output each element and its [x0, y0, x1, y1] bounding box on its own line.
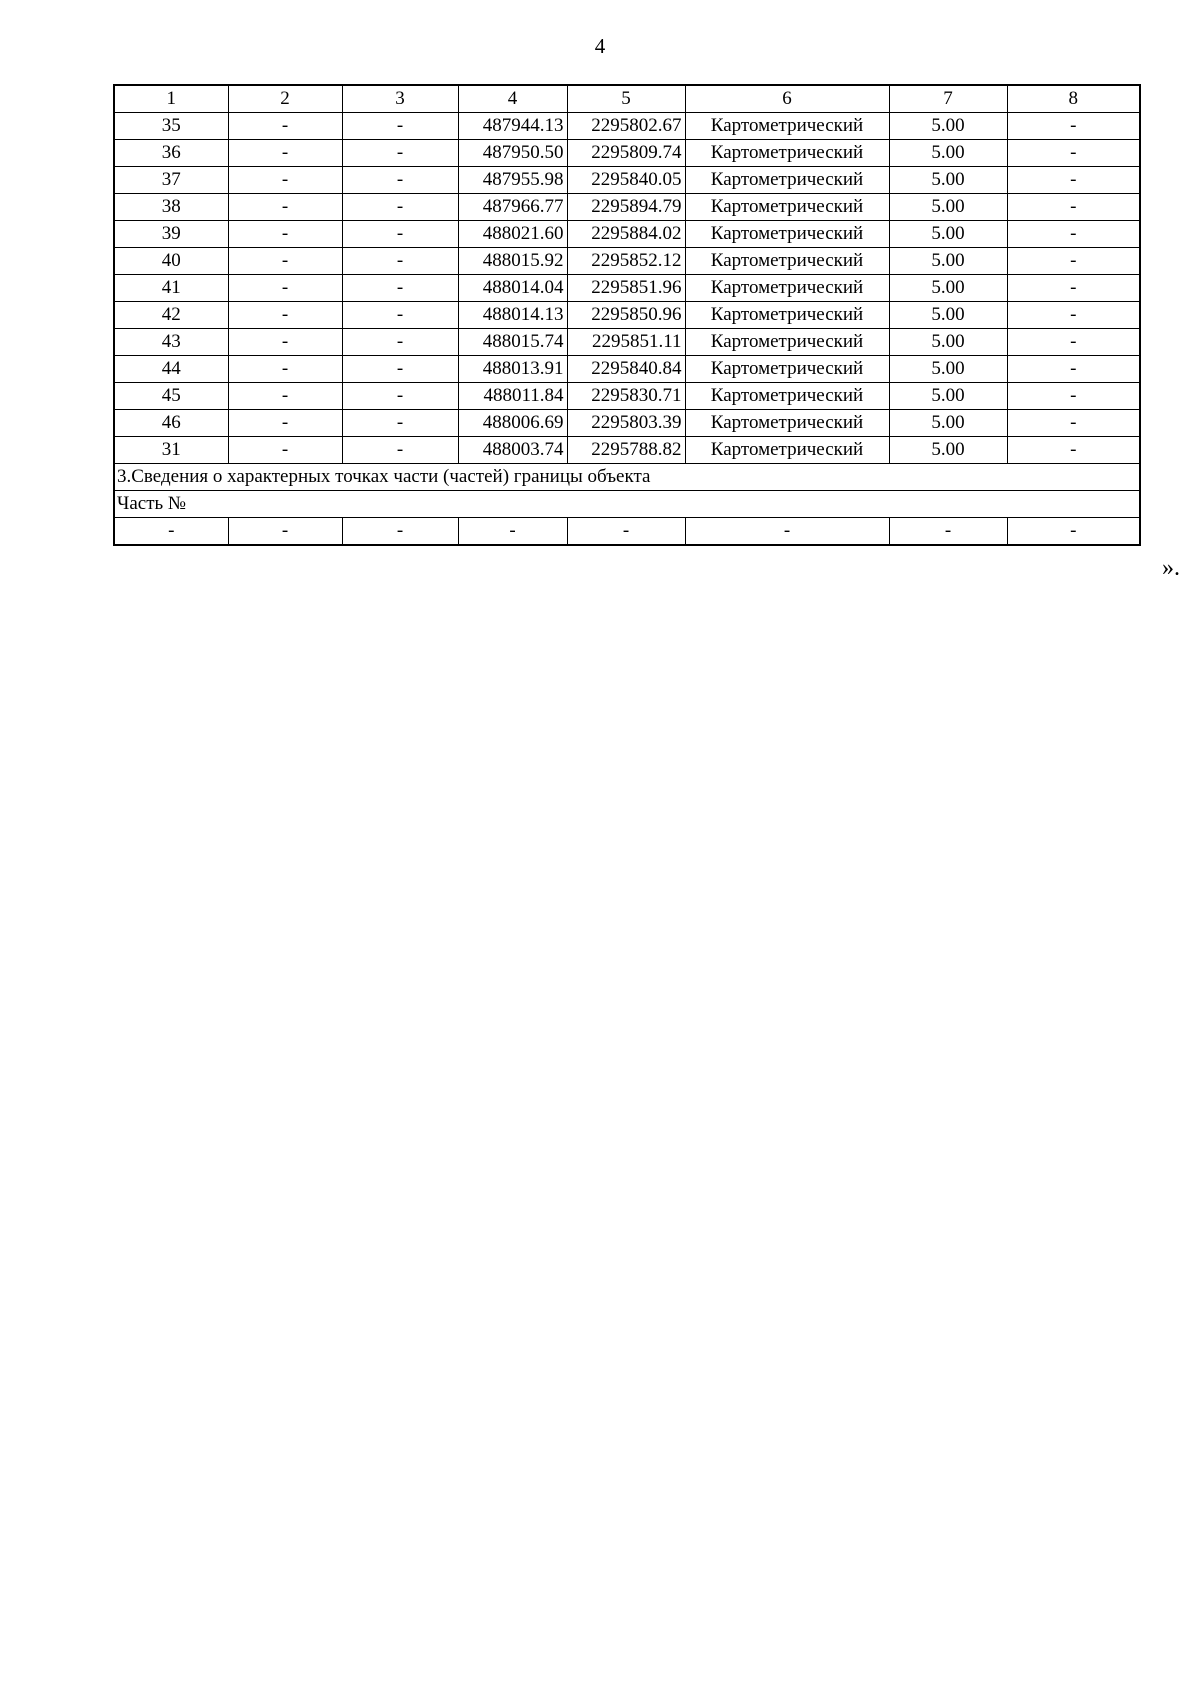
header-row	[114, 85, 1140, 113]
table-cell: -	[228, 329, 342, 356]
table-cell: Картометрический	[685, 437, 889, 464]
table-cell: 5.00	[889, 356, 1007, 383]
table-cell: 2295850.96	[567, 302, 685, 329]
table-cell: -	[458, 518, 567, 546]
header-cell: 6	[685, 85, 889, 113]
table-cell: Картометрический	[685, 383, 889, 410]
table-cell: -	[228, 194, 342, 221]
table-cell: 5.00	[889, 167, 1007, 194]
table-row	[114, 248, 1140, 275]
table-row	[114, 302, 1140, 329]
section-title-row	[114, 464, 1140, 491]
table-cell: -	[1007, 248, 1140, 275]
table-cell: -	[342, 410, 458, 437]
table-body	[114, 85, 1140, 545]
header-cell: 4	[458, 85, 567, 113]
table-cell: -	[228, 356, 342, 383]
table-cell: 44	[114, 356, 228, 383]
table-cell: Картометрический	[685, 113, 889, 140]
table-row	[114, 437, 1140, 464]
table-cell: -	[1007, 194, 1140, 221]
table-cell: 5.00	[889, 437, 1007, 464]
table-cell: -	[342, 248, 458, 275]
table-cell: Картометрический	[685, 248, 889, 275]
table-row	[114, 221, 1140, 248]
table-cell: Картометрический	[685, 356, 889, 383]
table-cell: -	[1007, 275, 1140, 302]
table-cell: 2295803.39	[567, 410, 685, 437]
closing-quote: ».	[1162, 555, 1180, 581]
table-cell: Картометрический	[685, 275, 889, 302]
table-row	[114, 410, 1140, 437]
table-cell: -	[228, 221, 342, 248]
table-cell: 42	[114, 302, 228, 329]
table-cell: -	[342, 383, 458, 410]
header-cell: 8	[1007, 85, 1140, 113]
table-row	[114, 167, 1140, 194]
table-row	[114, 113, 1140, 140]
table-cell: 5.00	[889, 410, 1007, 437]
table-cell: 35	[114, 113, 228, 140]
table-cell: -	[1007, 302, 1140, 329]
table-cell: -	[1007, 113, 1140, 140]
table-cell: -	[342, 356, 458, 383]
table-cell: -	[1007, 518, 1140, 546]
table-cell: 488015.74	[458, 329, 567, 356]
table-cell: -	[1007, 140, 1140, 167]
table-cell: 5.00	[889, 194, 1007, 221]
table-cell: 488006.69	[458, 410, 567, 437]
table-cell: 5.00	[889, 383, 1007, 410]
table-row	[114, 194, 1140, 221]
table-cell: -	[228, 167, 342, 194]
table-cell: 39	[114, 221, 228, 248]
table-cell: 5.00	[889, 275, 1007, 302]
table-cell: 2295830.71	[567, 383, 685, 410]
table-cell: 2295884.02	[567, 221, 685, 248]
table-cell: -	[342, 221, 458, 248]
table-cell: 5.00	[889, 140, 1007, 167]
table-cell: -	[228, 248, 342, 275]
table-cell: -	[228, 518, 342, 546]
part-label-row	[114, 491, 1140, 518]
table-cell: 488011.84	[458, 383, 567, 410]
table-cell: -	[1007, 410, 1140, 437]
table-row	[114, 329, 1140, 356]
coordinates-table	[113, 84, 1141, 546]
table-cell: 38	[114, 194, 228, 221]
table-cell: -	[1007, 383, 1140, 410]
table-cell: -	[228, 383, 342, 410]
table-cell: -	[1007, 356, 1140, 383]
table-cell: -	[342, 275, 458, 302]
table-cell: 31	[114, 437, 228, 464]
header-cell: 5	[567, 85, 685, 113]
table-cell: Картометрический	[685, 302, 889, 329]
header-cell: 1	[114, 85, 228, 113]
table-cell: -	[342, 113, 458, 140]
table-cell: 43	[114, 329, 228, 356]
table-cell: 45	[114, 383, 228, 410]
header-cell: 2	[228, 85, 342, 113]
table-cell: -	[228, 113, 342, 140]
table-row	[114, 275, 1140, 302]
table-cell: 487950.50	[458, 140, 567, 167]
table-cell: -	[228, 302, 342, 329]
table-cell: 488021.60	[458, 221, 567, 248]
table-cell: -	[1007, 329, 1140, 356]
table-cell: 488014.13	[458, 302, 567, 329]
table-cell: 2295840.05	[567, 167, 685, 194]
table-cell: -	[342, 437, 458, 464]
empty-part-row	[114, 518, 1140, 546]
table-cell: 41	[114, 275, 228, 302]
table-cell: 487966.77	[458, 194, 567, 221]
table-cell: 488014.04	[458, 275, 567, 302]
table-cell: 488013.91	[458, 356, 567, 383]
table-cell: 5.00	[889, 221, 1007, 248]
table-cell: 2295851.11	[567, 329, 685, 356]
table-cell: Картометрический	[685, 167, 889, 194]
table-cell: 488015.92	[458, 248, 567, 275]
table-cell: -	[889, 518, 1007, 546]
table-cell: -	[228, 275, 342, 302]
table-cell: 40	[114, 248, 228, 275]
table-cell: 2295851.96	[567, 275, 685, 302]
table-cell: 46	[114, 410, 228, 437]
table-cell: -	[342, 140, 458, 167]
part-label: Часть №	[114, 491, 1140, 518]
table-row	[114, 140, 1140, 167]
table-cell: -	[685, 518, 889, 546]
table-cell: 2295802.67	[567, 113, 685, 140]
table-cell: 2295840.84	[567, 356, 685, 383]
table-cell: 5.00	[889, 329, 1007, 356]
table-cell: Картометрический	[685, 329, 889, 356]
header-cell: 7	[889, 85, 1007, 113]
table-cell: -	[228, 140, 342, 167]
table-cell: 36	[114, 140, 228, 167]
table-cell: 5.00	[889, 302, 1007, 329]
table-cell: -	[342, 518, 458, 546]
table-cell: 488003.74	[458, 437, 567, 464]
table-cell: 37	[114, 167, 228, 194]
table-cell: -	[567, 518, 685, 546]
table-cell: Картометрический	[685, 410, 889, 437]
table-cell: Картометрический	[685, 221, 889, 248]
table-row	[114, 356, 1140, 383]
table-cell: 2295894.79	[567, 194, 685, 221]
table-cell: 5.00	[889, 248, 1007, 275]
table-cell: -	[1007, 167, 1140, 194]
table-cell: -	[114, 518, 228, 546]
table-cell: 487955.98	[458, 167, 567, 194]
table-cell: 487944.13	[458, 113, 567, 140]
table-cell: -	[342, 194, 458, 221]
table-cell: -	[342, 329, 458, 356]
table-cell: -	[228, 437, 342, 464]
table-cell: 2295809.74	[567, 140, 685, 167]
table-row	[114, 383, 1140, 410]
table-cell: Картометрический	[685, 140, 889, 167]
table-cell: Картометрический	[685, 194, 889, 221]
table-cell: 2295788.82	[567, 437, 685, 464]
table-cell: -	[1007, 221, 1140, 248]
table-cell: -	[342, 167, 458, 194]
table-cell: -	[1007, 437, 1140, 464]
header-cell: 3	[342, 85, 458, 113]
table-cell: -	[228, 410, 342, 437]
section-title: 3.Сведения о характерных точках части (частей) границы объекта	[114, 464, 1140, 491]
table-cell: -	[342, 302, 458, 329]
table-cell: 2295852.12	[567, 248, 685, 275]
page-number: 4	[594, 34, 606, 58]
table-cell: 5.00	[889, 113, 1007, 140]
coordinates-table-container	[113, 84, 1139, 546]
